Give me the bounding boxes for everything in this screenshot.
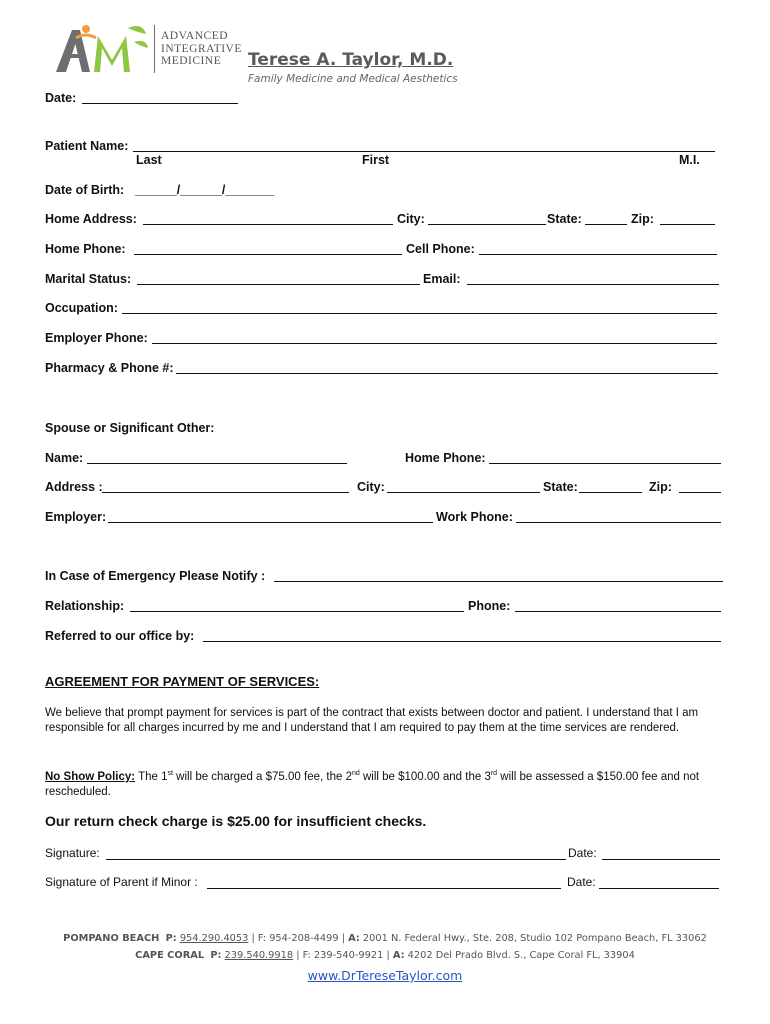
spouse-work-phone-label: Work Phone: bbox=[436, 510, 513, 524]
spouse-address-field[interactable] bbox=[102, 492, 349, 493]
emergency-field[interactable] bbox=[274, 581, 723, 582]
logo-divider bbox=[154, 25, 155, 73]
patient-name-field[interactable] bbox=[133, 151, 715, 152]
spouse-address-label: Address : bbox=[45, 480, 103, 494]
signature-date-label: Date: bbox=[568, 846, 597, 860]
spouse-heading: Spouse or Significant Other: bbox=[45, 421, 215, 435]
mi-caption: M.I. bbox=[679, 153, 700, 167]
state-field[interactable] bbox=[585, 224, 627, 225]
home-address-label: Home Address: bbox=[45, 212, 137, 226]
marital-status-field[interactable] bbox=[137, 284, 420, 285]
cell-phone-label: Cell Phone: bbox=[406, 242, 475, 256]
website-link[interactable]: www.DrTereseTaylor.com bbox=[307, 968, 463, 983]
spouse-home-phone-field[interactable] bbox=[489, 463, 721, 464]
city-field[interactable] bbox=[428, 224, 546, 225]
spouse-work-phone-field[interactable] bbox=[516, 522, 721, 523]
footer-cape-coral: CAPE CORAL P: 239.540.9918 | F: 239-540-9921 | A: 4202 Del Prado Blvd. S., Cape Coral FL, 33904 bbox=[135, 950, 635, 961]
referred-field[interactable] bbox=[203, 641, 721, 642]
spouse-zip-field[interactable] bbox=[679, 492, 721, 493]
aim-logo-icon bbox=[50, 20, 150, 74]
return-check-notice: Our return check charge is $25.00 for insufficient checks. bbox=[45, 813, 427, 829]
logo-wordmark: ADVANCED INTEGRATIVE MEDICINE bbox=[161, 30, 242, 67]
doctor-name: Terese A. Taylor, M.D. bbox=[248, 50, 454, 70]
email-label: Email: bbox=[423, 272, 461, 286]
no-show-policy: No Show Policy: The 1st will be charged a $75.00 fee, the 2nd will be $100.00 and the 3rd will be assessed a $150.00 fee and not rescheduled. bbox=[45, 770, 700, 798]
spouse-state-field[interactable] bbox=[579, 492, 642, 493]
referred-label: Referred to our office by: bbox=[45, 629, 195, 643]
home-address-field[interactable] bbox=[143, 224, 393, 225]
parent-date-field[interactable] bbox=[599, 888, 719, 889]
home-phone-field[interactable] bbox=[134, 254, 402, 255]
cape-coral-phone-link[interactable]: 239.540.9918 bbox=[224, 950, 294, 961]
spouse-employer-label: Employer: bbox=[45, 510, 107, 524]
occupation-label: Occupation: bbox=[45, 301, 118, 315]
last-name-caption: Last bbox=[136, 153, 162, 167]
pharmacy-label: Pharmacy & Phone #: bbox=[45, 361, 174, 375]
spouse-name-label: Name: bbox=[45, 451, 84, 465]
footer-pompano: POMPANO BEACH P: 954.290.4053 | F: 954-208-4499 | A: 2001 N. Federal Hwy., Ste. 208, Studio 102 Pompano Beach, FL 33062 bbox=[63, 933, 707, 944]
spouse-city-field[interactable] bbox=[387, 492, 540, 493]
dob-label: Date of Birth: bbox=[45, 183, 125, 197]
doctor-specialty: Family Medicine and Medical Aesthetics bbox=[248, 73, 458, 85]
dob-field[interactable]: ______/______/_______ bbox=[135, 183, 275, 197]
spouse-employer-field[interactable] bbox=[108, 522, 433, 523]
state-label: State: bbox=[547, 212, 582, 226]
parent-signature-field[interactable] bbox=[207, 888, 561, 889]
patient-name-label: Patient Name: bbox=[45, 139, 129, 153]
cell-phone-field[interactable] bbox=[479, 254, 717, 255]
home-phone-label: Home Phone: bbox=[45, 242, 126, 256]
relationship-label: Relationship: bbox=[45, 599, 125, 613]
zip-field[interactable] bbox=[660, 224, 715, 225]
city-label: City: bbox=[397, 212, 425, 226]
date-field[interactable] bbox=[82, 103, 238, 104]
pharmacy-field[interactable] bbox=[176, 373, 718, 374]
spouse-state-label: State: bbox=[543, 480, 578, 494]
signature-label: Signature: bbox=[45, 846, 100, 860]
agreement-heading: AGREEMENT FOR PAYMENT OF SERVICES: bbox=[45, 674, 320, 689]
zip-label: Zip: bbox=[631, 212, 654, 226]
parent-date-label: Date: bbox=[567, 875, 596, 889]
emergency-phone-field[interactable] bbox=[515, 611, 721, 612]
date-label: Date: bbox=[45, 91, 77, 105]
relationship-field[interactable] bbox=[130, 611, 464, 612]
employer-phone-label: Employer Phone: bbox=[45, 331, 148, 345]
spouse-name-field[interactable] bbox=[87, 463, 347, 464]
emergency-label: In Case of Emergency Please Notify : bbox=[45, 569, 266, 583]
no-show-label: No Show Policy: bbox=[45, 770, 136, 783]
spouse-city-label: City: bbox=[357, 480, 385, 494]
emergency-phone-label: Phone: bbox=[468, 599, 511, 613]
occupation-field[interactable] bbox=[122, 313, 717, 314]
agreement-paragraph: We believe that prompt payment for services is part of the contract that exists between doctor and patient. I understand that I am responsible for all charges incurred by me and I understand that I am required to pay them at the time services are rendered. bbox=[45, 707, 699, 734]
email-field[interactable] bbox=[467, 284, 719, 285]
spouse-home-phone-label: Home Phone: bbox=[405, 451, 486, 465]
spouse-zip-label: Zip: bbox=[649, 480, 672, 494]
employer-phone-field[interactable] bbox=[152, 343, 717, 344]
parent-signature-label: Signature of Parent if Minor : bbox=[45, 875, 198, 889]
pompano-phone-link[interactable]: 954.290.4053 bbox=[179, 933, 249, 944]
first-name-caption: First bbox=[362, 153, 390, 167]
marital-status-label: Marital Status: bbox=[45, 272, 132, 286]
signature-field[interactable] bbox=[106, 859, 566, 860]
signature-date-field[interactable] bbox=[602, 859, 720, 860]
